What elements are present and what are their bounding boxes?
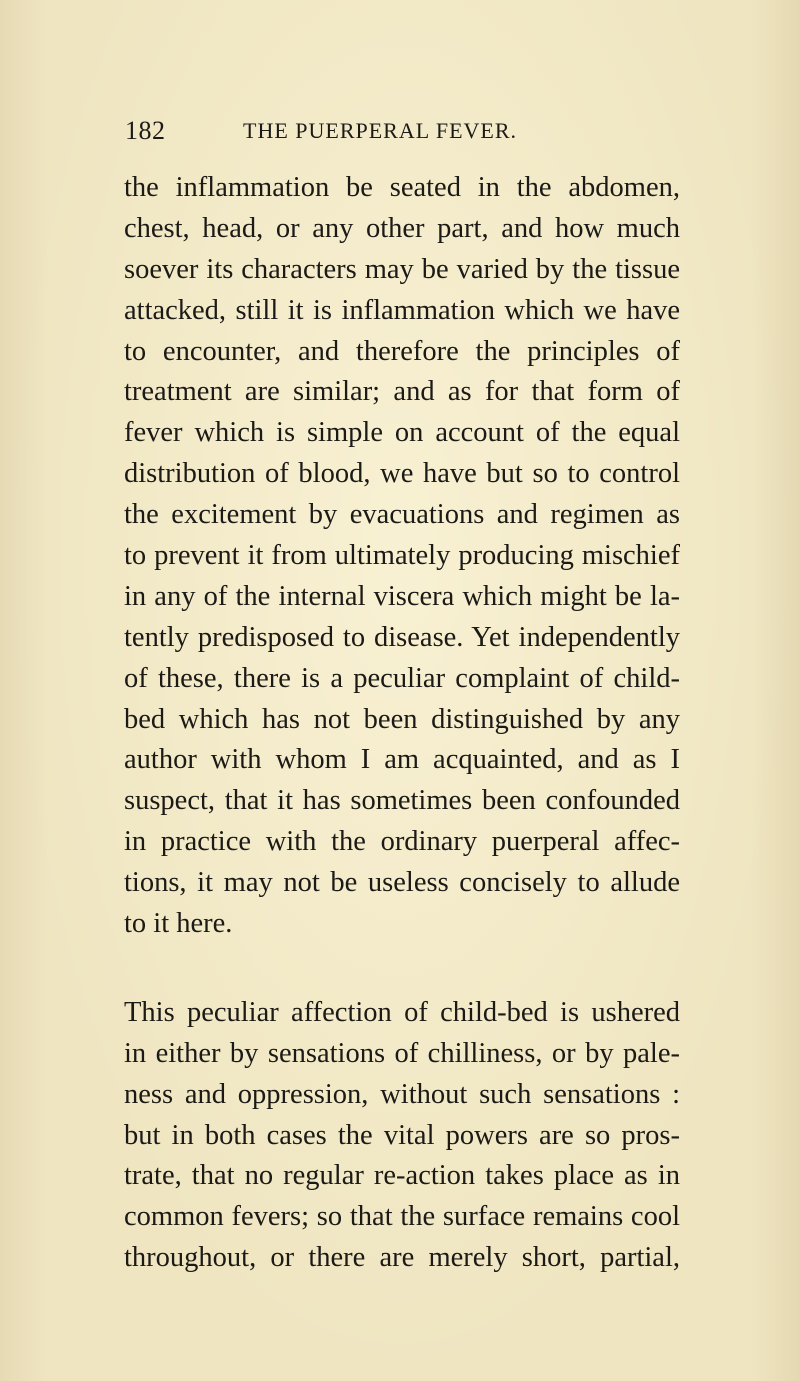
text-line: tently predisposed to disease. Yet independently — [124, 621, 680, 653]
text-line: to encounter, and therefore the principles of — [124, 335, 680, 367]
text-line: to it here. — [124, 908, 233, 940]
text-line: tions, it may not be useless concisely to allude — [124, 867, 680, 899]
text-line: the inflammation be seated in the abdomen, — [124, 172, 680, 203]
text-line: trate, that no regular re-action takes place as in — [124, 1160, 680, 1192]
text-line: common fevers; so that the surface remains cool — [124, 1201, 680, 1233]
text-line: to prevent it from ultimately producing mischief — [124, 540, 680, 572]
text-line: fever which is simple on account of the equal — [124, 417, 680, 449]
paragraph-1 — [124, 168, 680, 945]
text-line: in either by sensations of chilliness, or by pale- — [124, 1037, 680, 1069]
text-line: suspect, that it has sometimes been confounded — [124, 785, 680, 817]
text-line: ness and oppression, without such sensations : — [124, 1078, 680, 1110]
page-number: 182 — [125, 116, 166, 145]
text-line: soever its characters may be varied by the tissue — [124, 253, 680, 285]
running-head — [125, 116, 675, 150]
body-text — [124, 168, 680, 1279]
paragraph-gap — [124, 945, 680, 993]
text-line: attacked, still it is inflammation which we have — [124, 294, 680, 326]
text-line: treatment are similar; and as for that form of — [124, 376, 680, 408]
running-title: THE PUERPERAL FEVER. — [243, 118, 518, 143]
text-line: in any of the internal viscera which might be la- — [124, 580, 680, 612]
text-line: author with whom I am acquainted, and as I — [124, 744, 680, 776]
text-line: but in both cases the vital powers are so pros- — [124, 1119, 680, 1151]
text-line: throughout, or there are merely short, partial, — [124, 1242, 680, 1274]
text-line: This peculiar affection of child-bed is ushered — [124, 996, 680, 1028]
text-line: of these, there is a peculiar complaint of child- — [124, 662, 680, 694]
text-line: in practice with the ordinary puerperal affec- — [124, 826, 680, 858]
text-line: the excitement by evacuations and regimen as — [124, 499, 680, 531]
text-line: chest, head, or any other part, and how much — [124, 212, 680, 244]
text-line: bed which has not been distinguished by any — [124, 703, 680, 735]
text-line: distribution of blood, we have but so to control — [124, 458, 680, 490]
paragraph-2 — [124, 993, 680, 1279]
